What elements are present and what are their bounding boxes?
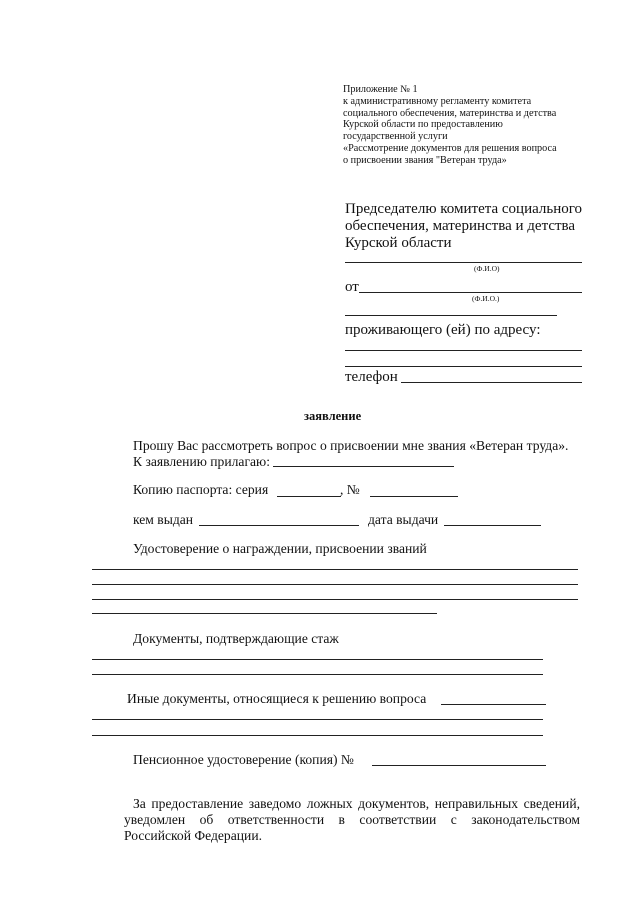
- from-label: от: [345, 279, 359, 295]
- award-certificate-line[interactable]: [92, 569, 578, 570]
- address-line[interactable]: [345, 366, 582, 367]
- request-text: Прошу Вас рассмотреть вопрос о присвоении мне звания «Ветеран труда».: [133, 438, 569, 453]
- applicant-fio-line-2[interactable]: [345, 315, 557, 316]
- experience-docs-line[interactable]: [92, 659, 543, 660]
- applicant-fio-line[interactable]: [359, 292, 582, 293]
- pension-cert-number-line[interactable]: [372, 765, 546, 766]
- issued-by-line[interactable]: [199, 525, 359, 526]
- award-certificate-line[interactable]: [92, 584, 578, 585]
- address-line[interactable]: [345, 350, 582, 351]
- pension-cert-label: Пенсионное удостоверение (копия) №: [133, 752, 354, 767]
- appendix-header-line: о присвоении звания "Ветеран труда»: [343, 154, 507, 166]
- passport-series-line[interactable]: [277, 496, 341, 497]
- fio-caption: (Ф.И.О.): [472, 294, 500, 303]
- appendix-header-line: Курской области по предоставлению: [343, 119, 503, 131]
- appendix-header-line: Приложение № 1: [343, 84, 418, 95]
- issue-date-label: дата выдачи: [368, 512, 439, 527]
- appendix-header-line: государственной услуги: [343, 131, 448, 143]
- appendix-header: [343, 84, 557, 167]
- document-title: заявление: [304, 409, 362, 423]
- attachments-line[interactable]: [273, 466, 454, 467]
- addressee-line: Курской области: [345, 235, 452, 251]
- liability-statement: За предоставление заведомо ложных документов, неправильных сведений, уведомлен об ответственности в соответствии с законодательством Российской Федерации.: [124, 796, 580, 843]
- appendix-header-line: «Рассмотрение документов для решения вопроса: [343, 142, 557, 154]
- passport-number-label: , №: [340, 482, 360, 497]
- phone-line[interactable]: [401, 382, 582, 383]
- passport-number-line[interactable]: [370, 496, 458, 497]
- experience-docs-label: Документы, подтверждающие стаж: [133, 631, 339, 646]
- addressee-line: обеспечения, материнства и детства: [345, 218, 576, 234]
- issued-by-label: кем выдан: [133, 512, 194, 527]
- award-certificate-label: Удостоверение о награждении, присвоении званий: [133, 541, 427, 556]
- attach-label: К заявлению прилагаю:: [133, 454, 270, 469]
- phone-label: телефон: [345, 369, 398, 385]
- appendix-header-line: социального обеспечения, материнства и детства: [343, 107, 557, 119]
- other-docs-line[interactable]: [92, 735, 543, 736]
- other-docs-line[interactable]: [441, 704, 546, 705]
- other-docs-label: Иные документы, относящиеся к решению вопроса: [127, 691, 427, 706]
- residing-label: проживающего (ей) по адресу:: [345, 322, 541, 338]
- fio-caption: (Ф.И.О): [474, 264, 500, 273]
- issue-date-line[interactable]: [444, 525, 541, 526]
- addressee-line: Председателю комитета социального: [345, 201, 583, 217]
- passport-label: Копию паспорта: серия: [133, 482, 269, 497]
- experience-docs-line[interactable]: [92, 674, 543, 675]
- addressee-fio-line[interactable]: [345, 262, 582, 263]
- other-docs-line[interactable]: [92, 719, 543, 720]
- award-certificate-line[interactable]: [92, 613, 437, 614]
- appendix-header-line: к административному регламенту комитета: [343, 95, 532, 107]
- award-certificate-line[interactable]: [92, 599, 578, 600]
- addressee-block: [345, 201, 582, 252]
